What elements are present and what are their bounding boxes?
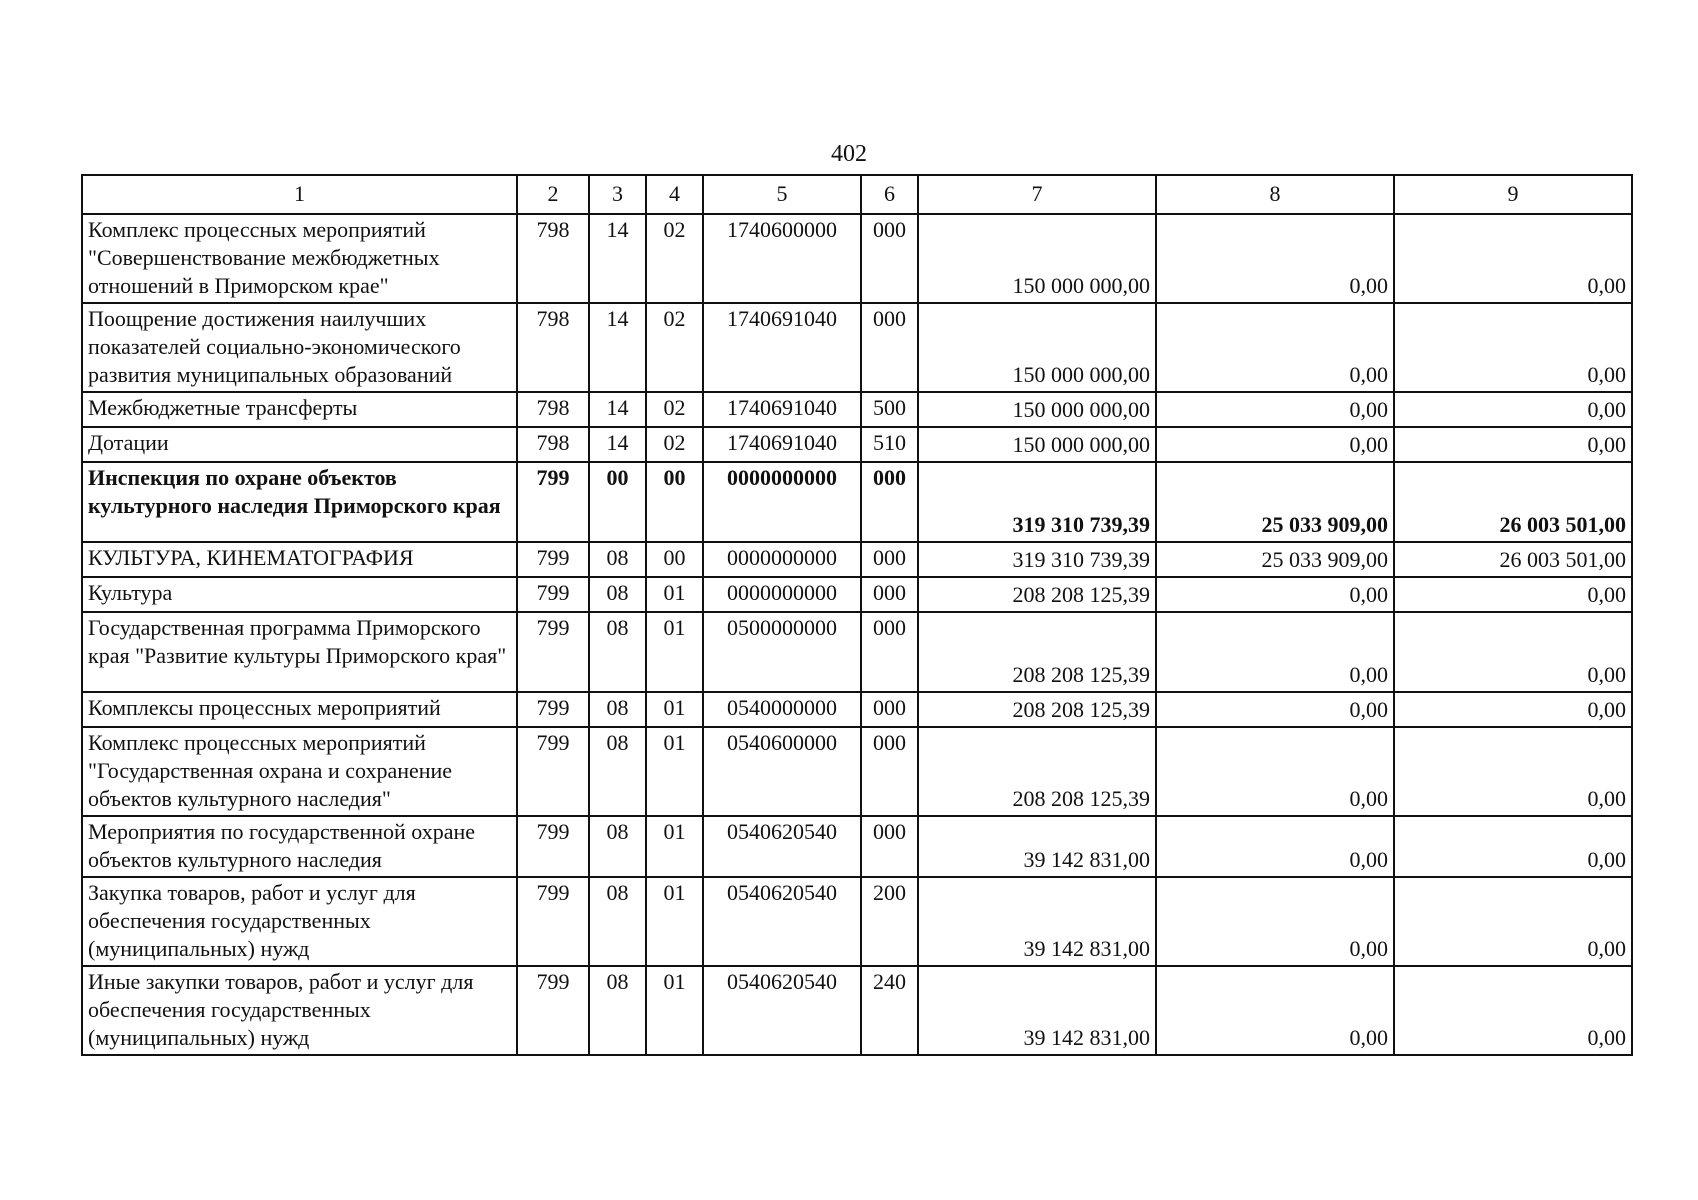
header-row <box>82 175 1632 214</box>
row-name-cell: Комплекс процессных мероприятий "Совершенствование межбюджетных отношений в Приморском крае" <box>82 214 517 303</box>
code-cell: 02 <box>646 303 703 392</box>
header-cell: 2 <box>517 175 589 214</box>
row-name-cell: Иные закупки товаров, работ и услуг для обеспечения государственных (муниципальных) нужд <box>82 966 517 1055</box>
table-row <box>82 966 1632 1055</box>
table-row <box>82 462 1632 542</box>
code-cell: 08 <box>589 542 646 577</box>
code-cell: 240 <box>861 966 918 1055</box>
code-cell: 08 <box>589 816 646 877</box>
amount-cell: 319 310 739,39 <box>918 542 1156 577</box>
amount-cell: 0,00 <box>1156 877 1394 966</box>
row-name-cell: Дотации <box>82 427 517 462</box>
amount-cell: 0,00 <box>1156 966 1394 1055</box>
amount-cell: 39 142 831,00 <box>918 966 1156 1055</box>
amount-cell: 150 000 000,00 <box>918 214 1156 303</box>
header-cell: 9 <box>1394 175 1632 214</box>
table-row <box>82 427 1632 462</box>
amount-cell: 208 208 125,39 <box>918 692 1156 727</box>
amount-cell: 0,00 <box>1394 692 1632 727</box>
budget-table <box>81 174 1633 1056</box>
amount-cell: 0,00 <box>1156 692 1394 727</box>
row-name-cell: Комплекс процессных мероприятий "Государственная охрана и сохранение объектов культурного наследия" <box>82 727 517 816</box>
row-name-cell: Поощрение достижения наилучших показателей социально-экономического развития муниципальных образований <box>82 303 517 392</box>
code-cell: 798 <box>517 214 589 303</box>
code-cell: 0540620540 <box>703 816 861 877</box>
code-cell: 01 <box>646 612 703 692</box>
amount-cell: 150 000 000,00 <box>918 392 1156 427</box>
code-cell: 200 <box>861 877 918 966</box>
amount-cell: 25 033 909,00 <box>1156 462 1394 542</box>
code-cell: 799 <box>517 542 589 577</box>
code-cell: 000 <box>861 727 918 816</box>
row-name-cell: КУЛЬТУРА, КИНЕМАТОГРАФИЯ <box>82 542 517 577</box>
amount-cell: 0,00 <box>1394 612 1632 692</box>
amount-cell: 150 000 000,00 <box>918 427 1156 462</box>
code-cell: 0500000000 <box>703 612 861 692</box>
amount-cell: 0,00 <box>1394 816 1632 877</box>
code-cell: 14 <box>589 303 646 392</box>
code-cell: 798 <box>517 427 589 462</box>
table-row <box>82 542 1632 577</box>
header-cell: 7 <box>918 175 1156 214</box>
code-cell: 14 <box>589 214 646 303</box>
code-cell: 00 <box>646 542 703 577</box>
table-row <box>82 303 1632 392</box>
code-cell: 799 <box>517 612 589 692</box>
amount-cell: 319 310 739,39 <box>918 462 1156 542</box>
code-cell: 14 <box>589 392 646 427</box>
code-cell: 799 <box>517 692 589 727</box>
page-number: 402 <box>831 141 867 167</box>
amount-cell: 0,00 <box>1394 303 1632 392</box>
header-cell: 8 <box>1156 175 1394 214</box>
table-row <box>82 612 1632 692</box>
amount-cell: 0,00 <box>1156 392 1394 427</box>
amount-cell: 0,00 <box>1156 727 1394 816</box>
amount-cell: 208 208 125,39 <box>918 727 1156 816</box>
code-cell: 01 <box>646 966 703 1055</box>
amount-cell: 0,00 <box>1156 427 1394 462</box>
code-cell: 000 <box>861 816 918 877</box>
code-cell: 0000000000 <box>703 577 861 612</box>
code-cell: 1740691040 <box>703 303 861 392</box>
table-row <box>82 692 1632 727</box>
amount-cell: 39 142 831,00 <box>918 877 1156 966</box>
code-cell: 0540600000 <box>703 727 861 816</box>
code-cell: 0540000000 <box>703 692 861 727</box>
code-cell: 01 <box>646 877 703 966</box>
amount-cell: 0,00 <box>1156 303 1394 392</box>
amount-cell: 0,00 <box>1156 577 1394 612</box>
amount-cell: 39 142 831,00 <box>918 816 1156 877</box>
table-row <box>82 816 1632 877</box>
code-cell: 000 <box>861 692 918 727</box>
table-row <box>82 577 1632 612</box>
amount-cell: 208 208 125,39 <box>918 612 1156 692</box>
row-name-cell: Закупка товаров, работ и услуг для обеспечения государственных (муниципальных) нужд <box>82 877 517 966</box>
table-row <box>82 214 1632 303</box>
table-body <box>82 175 1632 1055</box>
header-cell: 6 <box>861 175 918 214</box>
amount-cell: 0,00 <box>1156 612 1394 692</box>
amount-cell: 0,00 <box>1394 577 1632 612</box>
code-cell: 000 <box>861 462 918 542</box>
code-cell: 799 <box>517 577 589 612</box>
code-cell: 000 <box>861 577 918 612</box>
code-cell: 799 <box>517 877 589 966</box>
code-cell: 08 <box>589 612 646 692</box>
header-cell: 5 <box>703 175 861 214</box>
header-cell: 3 <box>589 175 646 214</box>
code-cell: 08 <box>589 727 646 816</box>
code-cell: 02 <box>646 214 703 303</box>
amount-cell: 25 033 909,00 <box>1156 542 1394 577</box>
code-cell: 0000000000 <box>703 462 861 542</box>
code-cell: 799 <box>517 462 589 542</box>
amount-cell: 0,00 <box>1156 816 1394 877</box>
amount-cell: 0,00 <box>1394 214 1632 303</box>
table-row <box>82 727 1632 816</box>
code-cell: 000 <box>861 542 918 577</box>
code-cell: 000 <box>861 214 918 303</box>
code-cell: 08 <box>589 966 646 1055</box>
amount-cell: 26 003 501,00 <box>1394 462 1632 542</box>
table-row <box>82 877 1632 966</box>
header-cell: 4 <box>646 175 703 214</box>
amount-cell: 0,00 <box>1394 727 1632 816</box>
code-cell: 02 <box>646 392 703 427</box>
code-cell: 01 <box>646 727 703 816</box>
row-name-cell: Комплексы процессных мероприятий <box>82 692 517 727</box>
code-cell: 510 <box>861 427 918 462</box>
code-cell: 14 <box>589 427 646 462</box>
table-row <box>82 392 1632 427</box>
code-cell: 798 <box>517 392 589 427</box>
code-cell: 1740691040 <box>703 427 861 462</box>
row-name-cell: Государственная программа Приморского края "Развитие культуры Приморского края" <box>82 612 517 692</box>
code-cell: 00 <box>589 462 646 542</box>
amount-cell: 150 000 000,00 <box>918 303 1156 392</box>
amount-cell: 0,00 <box>1394 427 1632 462</box>
code-cell: 0540620540 <box>703 877 861 966</box>
code-cell: 000 <box>861 303 918 392</box>
code-cell: 08 <box>589 692 646 727</box>
code-cell: 799 <box>517 727 589 816</box>
row-name-cell: Инспекция по охране объектов культурного наследия Приморского края <box>82 462 517 542</box>
amount-cell: 0,00 <box>1394 877 1632 966</box>
amount-cell: 0,00 <box>1394 966 1632 1055</box>
code-cell: 798 <box>517 303 589 392</box>
row-name-cell: Мероприятия по государственной охране объектов культурного наследия <box>82 816 517 877</box>
code-cell: 08 <box>589 577 646 612</box>
code-cell: 1740600000 <box>703 214 861 303</box>
amount-cell: 0,00 <box>1156 214 1394 303</box>
code-cell: 0000000000 <box>703 542 861 577</box>
amount-cell: 0,00 <box>1394 392 1632 427</box>
amount-cell: 208 208 125,39 <box>918 577 1156 612</box>
code-cell: 0540620540 <box>703 966 861 1055</box>
code-cell: 08 <box>589 877 646 966</box>
row-name-cell: Межбюджетные трансферты <box>82 392 517 427</box>
code-cell: 01 <box>646 577 703 612</box>
code-cell: 02 <box>646 427 703 462</box>
code-cell: 799 <box>517 966 589 1055</box>
amount-cell: 26 003 501,00 <box>1394 542 1632 577</box>
code-cell: 00 <box>646 462 703 542</box>
code-cell: 01 <box>646 816 703 877</box>
row-name-cell: Культура <box>82 577 517 612</box>
header-cell: 1 <box>82 175 517 214</box>
code-cell: 000 <box>861 612 918 692</box>
code-cell: 01 <box>646 692 703 727</box>
code-cell: 799 <box>517 816 589 877</box>
code-cell: 1740691040 <box>703 392 861 427</box>
code-cell: 500 <box>861 392 918 427</box>
